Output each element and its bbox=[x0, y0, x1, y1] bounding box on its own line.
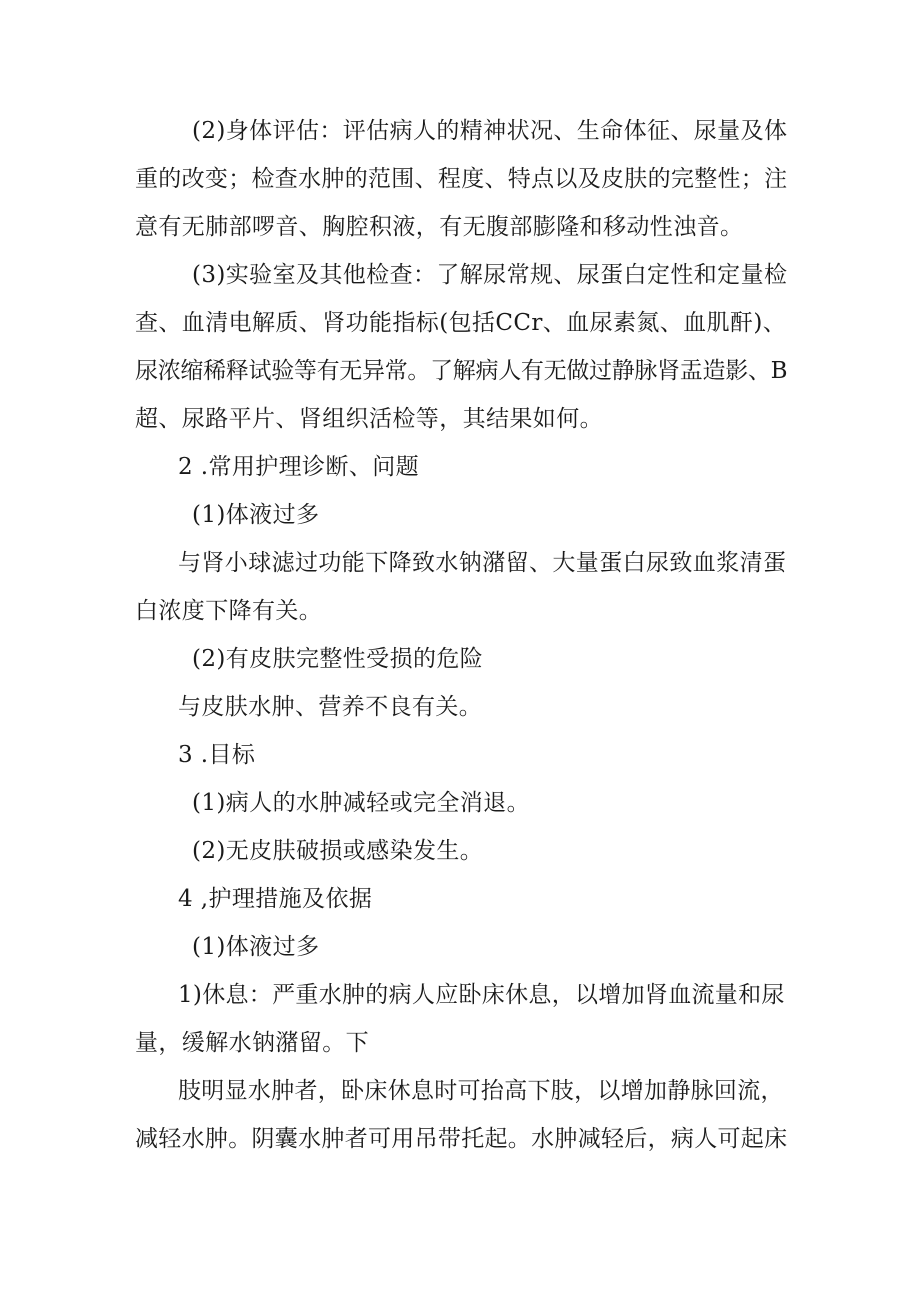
subheading: (1)体液过多 bbox=[192, 502, 320, 528]
text-line: 重的改变；检查水肿的范围、程度、特点以及皮肤的完整性；注 bbox=[135, 166, 788, 192]
text-line: 白浓度下降有关。 bbox=[135, 598, 323, 624]
section-heading: 3 .目标 bbox=[178, 742, 256, 768]
text-line: 减轻水肿。阴囊水肿者可用吊带托起。水肿减轻后，病人可起床 bbox=[135, 1126, 788, 1152]
text-line: 尿浓缩稀释试验等有无异常。了解病人有无做过静脉肾盂造影、B bbox=[135, 358, 788, 384]
text-line: (3)实验室及其他检查：了解尿常规、尿蛋白定性和定量检 bbox=[192, 262, 788, 288]
subheading: (2)有皮肤完整性受损的危险 bbox=[192, 646, 484, 672]
text-line: 与肾小球滤过功能下降致水钠潴留、大量蛋白尿致血浆清蛋 bbox=[178, 550, 787, 576]
text-line: (2)身体评估：评估病人的精神状况、生命体征、尿量及体 bbox=[192, 118, 788, 144]
section-heading: 4 ,护理措施及依据 bbox=[178, 886, 373, 912]
section-heading: 2 .常用护理诊断、问题 bbox=[178, 454, 420, 480]
text-line: 超、尿路平片、肾组织活检等，其结果如何。 bbox=[135, 406, 603, 432]
text-line: 1)休息：严重水肿的病人应卧床休息，以增加肾血流量和尿 bbox=[178, 982, 785, 1008]
subheading: (1)体液过多 bbox=[192, 934, 320, 960]
text-line: 与皮肤水肿、营养不良有关。 bbox=[178, 694, 483, 720]
text-line: 意有无肺部啰音、胸腔积液，有无腹部膨隆和移动性浊音。 bbox=[135, 214, 744, 240]
text-line: 肢明显水肿者，卧床休息时可抬高下肢，以增加静脉回流， bbox=[178, 1078, 784, 1104]
text-line: (1)病人的水肿减轻或完全消退。 bbox=[192, 790, 530, 816]
text-line: 量，缓解水钠潴留。下 bbox=[135, 1030, 369, 1056]
text-line: 查、血清电解质、肾功能指标(包括CCr、血尿素氮、血肌酐)、 bbox=[135, 310, 787, 336]
text-line: (2)无皮肤破损或感染发生。 bbox=[192, 838, 484, 864]
